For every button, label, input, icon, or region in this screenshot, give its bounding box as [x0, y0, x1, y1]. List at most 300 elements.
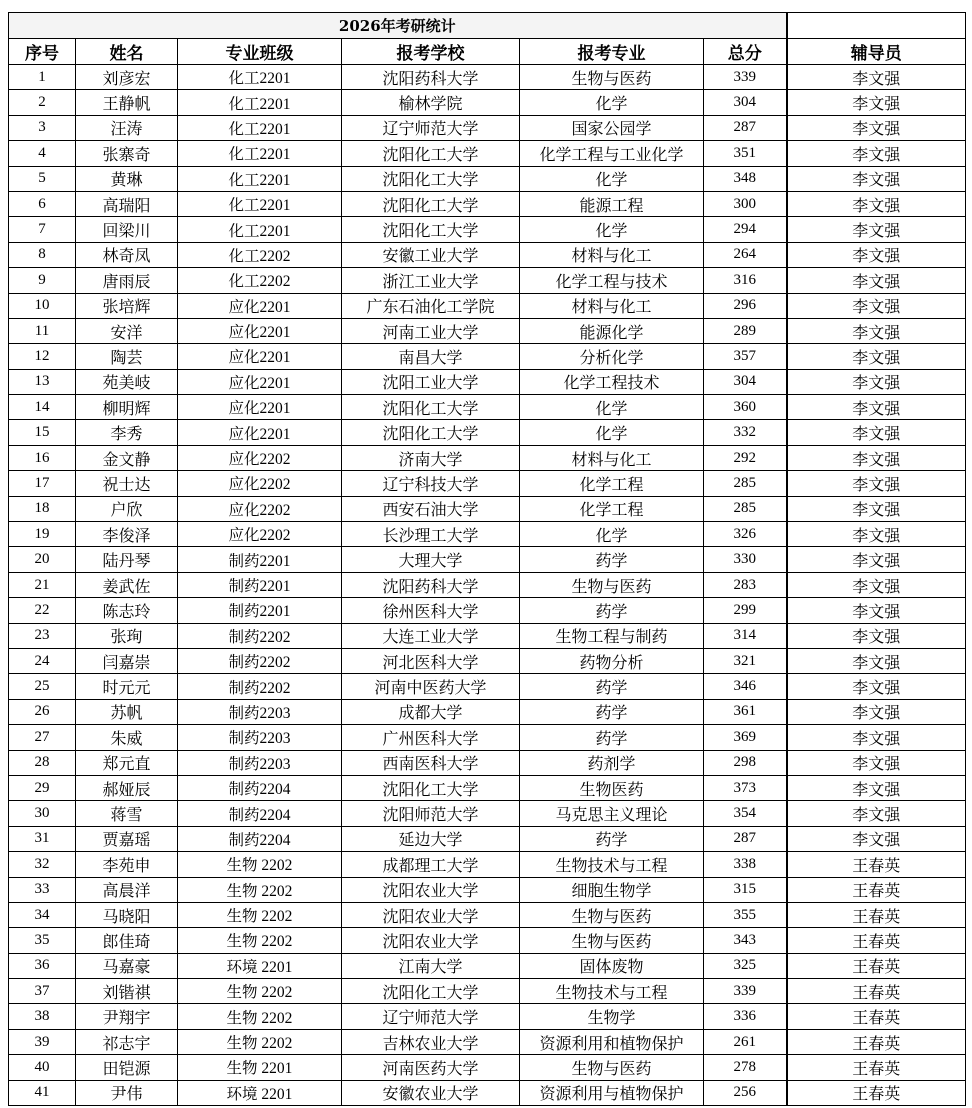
cell-seq: 27 — [9, 725, 76, 750]
cell-score: 261 — [704, 1029, 787, 1054]
table-row — [9, 496, 966, 521]
cell-seq: 2 — [9, 90, 76, 115]
cell-score: 355 — [704, 902, 787, 927]
cell-class: 化工2201 — [178, 115, 342, 140]
cell-name: 刘锴祺 — [76, 979, 178, 1004]
cell-class: 环境 2201 — [178, 953, 342, 978]
cell-score: 339 — [704, 65, 787, 90]
cell-school: 沈阳化工大学 — [342, 775, 520, 800]
cell-school: 沈阳化工大学 — [342, 191, 520, 216]
cell-major: 生物技术与工程 — [520, 979, 704, 1004]
cell-name: 祁志宇 — [76, 1029, 178, 1054]
cell-major: 药学 — [520, 826, 704, 851]
table-row — [9, 826, 966, 851]
table-row — [9, 1080, 966, 1105]
cell-advisor: 王春英 — [787, 979, 966, 1004]
cell-class: 制药2201 — [178, 547, 342, 572]
table-row — [9, 420, 966, 445]
cell-advisor: 李文强 — [787, 750, 966, 775]
cell-score: 361 — [704, 699, 787, 724]
cell-major: 材料与化工 — [520, 242, 704, 267]
table-row — [9, 65, 966, 90]
cell-class: 制药2204 — [178, 801, 342, 826]
table-row — [9, 344, 966, 369]
cell-advisor: 李文强 — [787, 775, 966, 800]
cell-school: 成都大学 — [342, 699, 520, 724]
cell-name: 张珣 — [76, 623, 178, 648]
cell-major: 化学 — [520, 420, 704, 445]
table-row — [9, 725, 966, 750]
cell-school: 河南中医药大学 — [342, 674, 520, 699]
cell-advisor: 李文强 — [787, 598, 966, 623]
cell-score: 316 — [704, 268, 787, 293]
cell-class: 生物 2202 — [178, 1004, 342, 1029]
table-row — [9, 953, 966, 978]
cell-advisor: 李文强 — [787, 369, 966, 394]
cell-class: 制药2202 — [178, 674, 342, 699]
cell-major: 药剂学 — [520, 750, 704, 775]
cell-class: 应化2201 — [178, 293, 342, 318]
cell-class: 生物 2201 — [178, 1055, 342, 1080]
cell-score: 360 — [704, 395, 787, 420]
table-row — [9, 877, 966, 902]
cell-name: 闫嘉崇 — [76, 648, 178, 673]
cell-score: 330 — [704, 547, 787, 572]
cell-advisor: 王春英 — [787, 852, 966, 877]
cell-name: 苑美岐 — [76, 369, 178, 394]
cell-class: 制药2201 — [178, 598, 342, 623]
cell-advisor: 李文强 — [787, 293, 966, 318]
cell-score: 315 — [704, 877, 787, 902]
cell-seq: 3 — [9, 115, 76, 140]
cell-advisor: 李文强 — [787, 496, 966, 521]
cell-major: 资源利用与植物保护 — [520, 1080, 704, 1105]
cell-seq: 21 — [9, 572, 76, 597]
cell-seq: 28 — [9, 750, 76, 775]
cell-major: 生物工程与制药 — [520, 623, 704, 648]
cell-class: 生物 2202 — [178, 928, 342, 953]
cell-class: 应化2202 — [178, 445, 342, 470]
cell-school: 沈阳化工大学 — [342, 395, 520, 420]
table-row — [9, 268, 966, 293]
table-row — [9, 369, 966, 394]
cell-score: 283 — [704, 572, 787, 597]
cell-seq: 25 — [9, 674, 76, 699]
cell-class: 化工2201 — [178, 191, 342, 216]
cell-name: 郎佳琦 — [76, 928, 178, 953]
table-row — [9, 902, 966, 927]
table-body — [9, 65, 966, 1106]
cell-score: 299 — [704, 598, 787, 623]
cell-class: 化工2201 — [178, 217, 342, 242]
table-row — [9, 598, 966, 623]
cell-major: 化学 — [520, 395, 704, 420]
cell-score: 325 — [704, 953, 787, 978]
cell-major: 化学 — [520, 522, 704, 547]
cell-score: 348 — [704, 166, 787, 191]
cell-seq: 17 — [9, 471, 76, 496]
cell-school: 沈阳化工大学 — [342, 217, 520, 242]
cell-name: 王静帆 — [76, 90, 178, 115]
spreadsheet — [8, 12, 965, 1106]
cell-seq: 40 — [9, 1055, 76, 1080]
cell-major: 化学工程 — [520, 471, 704, 496]
cell-advisor: 李文强 — [787, 623, 966, 648]
header-class: 专业班级 — [178, 39, 342, 65]
cell-school: 沈阳化工大学 — [342, 979, 520, 1004]
table-row — [9, 750, 966, 775]
title-blank-cell — [787, 13, 966, 39]
cell-school: 河南医药大学 — [342, 1055, 520, 1080]
cell-advisor: 李文强 — [787, 395, 966, 420]
table-row — [9, 852, 966, 877]
header-school: 报考学校 — [342, 39, 520, 65]
cell-school: 沈阳化工大学 — [342, 141, 520, 166]
cell-score: 294 — [704, 217, 787, 242]
cell-score: 332 — [704, 420, 787, 445]
cell-school: 长沙理工大学 — [342, 522, 520, 547]
cell-class: 制药2204 — [178, 826, 342, 851]
cell-name: 蒋雪 — [76, 801, 178, 826]
cell-major: 国家公园学 — [520, 115, 704, 140]
cell-name: 马晓阳 — [76, 902, 178, 927]
cell-advisor: 王春英 — [787, 877, 966, 902]
table-row — [9, 141, 966, 166]
cell-advisor: 李文强 — [787, 522, 966, 547]
table-row — [9, 979, 966, 1004]
cell-major: 能源工程 — [520, 191, 704, 216]
cell-seq: 4 — [9, 141, 76, 166]
header-score: 总分 — [704, 39, 787, 65]
table-row — [9, 115, 966, 140]
cell-name: 汪涛 — [76, 115, 178, 140]
cell-name: 陈志玲 — [76, 598, 178, 623]
cell-score: 343 — [704, 928, 787, 953]
cell-seq: 29 — [9, 775, 76, 800]
table-row — [9, 90, 966, 115]
header-major: 报考专业 — [520, 39, 704, 65]
cell-score: 264 — [704, 242, 787, 267]
cell-class: 生物 2202 — [178, 979, 342, 1004]
table-row — [9, 1004, 966, 1029]
cell-seq: 8 — [9, 242, 76, 267]
cell-seq: 10 — [9, 293, 76, 318]
cell-school: 河北医科大学 — [342, 648, 520, 673]
cell-major: 分析化学 — [520, 344, 704, 369]
cell-seq: 1 — [9, 65, 76, 90]
cell-name: 苏帆 — [76, 699, 178, 724]
cell-class: 应化2201 — [178, 318, 342, 343]
cell-name: 黄琳 — [76, 166, 178, 191]
table-row — [9, 1029, 966, 1054]
cell-seq: 23 — [9, 623, 76, 648]
cell-major: 生物与医药 — [520, 572, 704, 597]
cell-major: 化学 — [520, 217, 704, 242]
cell-major: 药物分析 — [520, 648, 704, 673]
table-row — [9, 318, 966, 343]
table-row — [9, 674, 966, 699]
cell-seq: 41 — [9, 1080, 76, 1105]
table-row — [9, 191, 966, 216]
cell-name: 朱威 — [76, 725, 178, 750]
cell-name: 田铠源 — [76, 1055, 178, 1080]
cell-seq: 30 — [9, 801, 76, 826]
cell-seq: 20 — [9, 547, 76, 572]
cell-class: 化工2201 — [178, 65, 342, 90]
table-row — [9, 293, 966, 318]
cell-school: 沈阳工业大学 — [342, 369, 520, 394]
table-row — [9, 648, 966, 673]
cell-major: 生物与医药 — [520, 65, 704, 90]
cell-seq: 18 — [9, 496, 76, 521]
cell-score: 326 — [704, 522, 787, 547]
cell-seq: 11 — [9, 318, 76, 343]
cell-name: 刘彦宏 — [76, 65, 178, 90]
cell-score: 304 — [704, 369, 787, 394]
cell-class: 生物 2202 — [178, 877, 342, 902]
cell-score: 357 — [704, 344, 787, 369]
table-row — [9, 217, 966, 242]
cell-advisor: 王春英 — [787, 1004, 966, 1029]
cell-advisor: 李文强 — [787, 90, 966, 115]
cell-seq: 14 — [9, 395, 76, 420]
cell-score: 296 — [704, 293, 787, 318]
cell-school: 河南工业大学 — [342, 318, 520, 343]
cell-major: 材料与化工 — [520, 445, 704, 470]
cell-score: 373 — [704, 775, 787, 800]
stats-table — [8, 12, 966, 1106]
cell-name: 李俊泽 — [76, 522, 178, 547]
cell-score: 338 — [704, 852, 787, 877]
cell-score: 300 — [704, 191, 787, 216]
cell-advisor: 王春英 — [787, 1080, 966, 1105]
cell-school: 广东石油化工学院 — [342, 293, 520, 318]
cell-advisor: 李文强 — [787, 674, 966, 699]
cell-class: 制药2202 — [178, 648, 342, 673]
cell-name: 林奇凤 — [76, 242, 178, 267]
cell-seq: 33 — [9, 877, 76, 902]
cell-score: 336 — [704, 1004, 787, 1029]
cell-school: 安徽农业大学 — [342, 1080, 520, 1105]
cell-school: 西南医科大学 — [342, 750, 520, 775]
cell-class: 生物 2202 — [178, 1029, 342, 1054]
table-row — [9, 572, 966, 597]
cell-advisor: 李文强 — [787, 826, 966, 851]
cell-major: 化学工程与工业化学 — [520, 141, 704, 166]
cell-score: 369 — [704, 725, 787, 750]
cell-advisor: 李文强 — [787, 572, 966, 597]
cell-school: 沈阳药科大学 — [342, 572, 520, 597]
cell-advisor: 李文强 — [787, 648, 966, 673]
cell-seq: 22 — [9, 598, 76, 623]
cell-name: 姜武佐 — [76, 572, 178, 597]
table-row — [9, 166, 966, 191]
cell-class: 应化2201 — [178, 369, 342, 394]
cell-major: 化学工程与技术 — [520, 268, 704, 293]
cell-advisor: 李文强 — [787, 318, 966, 343]
cell-score: 256 — [704, 1080, 787, 1105]
cell-class: 化工2202 — [178, 268, 342, 293]
cell-major: 生物与医药 — [520, 902, 704, 927]
cell-advisor: 王春英 — [787, 928, 966, 953]
cell-seq: 19 — [9, 522, 76, 547]
cell-seq: 5 — [9, 166, 76, 191]
header-seq: 序号 — [9, 39, 76, 65]
header-row — [9, 39, 966, 65]
cell-class: 化工2201 — [178, 141, 342, 166]
cell-seq: 13 — [9, 369, 76, 394]
cell-school: 吉林农业大学 — [342, 1029, 520, 1054]
cell-school: 安徽工业大学 — [342, 242, 520, 267]
cell-name: 高瑞阳 — [76, 191, 178, 216]
table-row — [9, 775, 966, 800]
cell-school: 大理大学 — [342, 547, 520, 572]
cell-seq: 35 — [9, 928, 76, 953]
cell-advisor: 王春英 — [787, 1029, 966, 1054]
cell-school: 延边大学 — [342, 826, 520, 851]
cell-advisor: 李文强 — [787, 445, 966, 470]
cell-name: 户欣 — [76, 496, 178, 521]
cell-class: 制药2203 — [178, 725, 342, 750]
cell-major: 化学工程技术 — [520, 369, 704, 394]
cell-score: 351 — [704, 141, 787, 166]
cell-class: 应化2202 — [178, 496, 342, 521]
cell-seq: 36 — [9, 953, 76, 978]
cell-major: 药学 — [520, 699, 704, 724]
cell-score: 321 — [704, 648, 787, 673]
cell-school: 沈阳农业大学 — [342, 877, 520, 902]
cell-name: 马嘉豪 — [76, 953, 178, 978]
cell-class: 化工2201 — [178, 90, 342, 115]
cell-score: 339 — [704, 979, 787, 1004]
table-row — [9, 623, 966, 648]
cell-name: 尹伟 — [76, 1080, 178, 1105]
cell-name: 李苑申 — [76, 852, 178, 877]
cell-advisor: 王春英 — [787, 953, 966, 978]
cell-name: 陶芸 — [76, 344, 178, 369]
cell-name: 安洋 — [76, 318, 178, 343]
cell-class: 生物 2202 — [178, 902, 342, 927]
cell-advisor: 李文强 — [787, 141, 966, 166]
cell-school: 济南大学 — [342, 445, 520, 470]
cell-advisor: 李文强 — [787, 420, 966, 445]
table-row — [9, 928, 966, 953]
cell-major: 药学 — [520, 598, 704, 623]
cell-name: 时元元 — [76, 674, 178, 699]
cell-seq: 26 — [9, 699, 76, 724]
cell-class: 制药2202 — [178, 623, 342, 648]
cell-score: 289 — [704, 318, 787, 343]
cell-name: 郑元直 — [76, 750, 178, 775]
cell-score: 346 — [704, 674, 787, 699]
cell-name: 李秀 — [76, 420, 178, 445]
cell-school: 辽宁科技大学 — [342, 471, 520, 496]
cell-score: 292 — [704, 445, 787, 470]
cell-name: 柳明辉 — [76, 395, 178, 420]
cell-school: 广州医科大学 — [342, 725, 520, 750]
cell-class: 应化2202 — [178, 471, 342, 496]
cell-class: 制药2201 — [178, 572, 342, 597]
cell-score: 314 — [704, 623, 787, 648]
cell-seq: 15 — [9, 420, 76, 445]
cell-class: 化工2201 — [178, 166, 342, 191]
cell-seq: 12 — [9, 344, 76, 369]
cell-advisor: 王春英 — [787, 902, 966, 927]
cell-class: 化工2202 — [178, 242, 342, 267]
cell-seq: 34 — [9, 902, 76, 927]
cell-advisor: 李文强 — [787, 547, 966, 572]
cell-major: 固体废物 — [520, 953, 704, 978]
cell-class: 生物 2202 — [178, 852, 342, 877]
cell-school: 西安石油大学 — [342, 496, 520, 521]
cell-advisor: 李文强 — [787, 801, 966, 826]
cell-score: 287 — [704, 826, 787, 851]
table-row — [9, 471, 966, 496]
cell-seq: 16 — [9, 445, 76, 470]
cell-seq: 24 — [9, 648, 76, 673]
cell-school: 沈阳化工大学 — [342, 420, 520, 445]
cell-advisor: 李文强 — [787, 471, 966, 496]
table-row — [9, 445, 966, 470]
cell-name: 贾嘉瑶 — [76, 826, 178, 851]
cell-major: 生物与医药 — [520, 928, 704, 953]
table-row — [9, 395, 966, 420]
cell-advisor: 李文强 — [787, 166, 966, 191]
cell-class: 应化2202 — [178, 522, 342, 547]
cell-major: 生物与医药 — [520, 1055, 704, 1080]
cell-school: 沈阳师范大学 — [342, 801, 520, 826]
cell-advisor: 李文强 — [787, 191, 966, 216]
cell-major: 马克思主义理论 — [520, 801, 704, 826]
cell-name: 张培辉 — [76, 293, 178, 318]
cell-name: 高晨洋 — [76, 877, 178, 902]
cell-class: 制药2203 — [178, 750, 342, 775]
cell-name: 郝娅辰 — [76, 775, 178, 800]
cell-score: 304 — [704, 90, 787, 115]
cell-seq: 31 — [9, 826, 76, 851]
cell-seq: 7 — [9, 217, 76, 242]
cell-score: 278 — [704, 1055, 787, 1080]
cell-score: 298 — [704, 750, 787, 775]
cell-school: 榆林学院 — [342, 90, 520, 115]
header-advisor: 辅导员 — [787, 39, 966, 65]
cell-major: 能源化学 — [520, 318, 704, 343]
cell-name: 陆丹琴 — [76, 547, 178, 572]
cell-advisor: 李文强 — [787, 65, 966, 90]
cell-name: 祝士达 — [76, 471, 178, 496]
cell-name: 张寨奇 — [76, 141, 178, 166]
header-name: 姓名 — [76, 39, 178, 65]
cell-school: 江南大学 — [342, 953, 520, 978]
cell-advisor: 李文强 — [787, 242, 966, 267]
cell-major: 药学 — [520, 547, 704, 572]
cell-advisor: 李文强 — [787, 268, 966, 293]
cell-name: 回梁川 — [76, 217, 178, 242]
cell-name: 金文静 — [76, 445, 178, 470]
cell-school: 辽宁师范大学 — [342, 115, 520, 140]
cell-name: 唐雨辰 — [76, 268, 178, 293]
cell-class: 环境 2201 — [178, 1080, 342, 1105]
cell-major: 化学 — [520, 166, 704, 191]
cell-school: 沈阳农业大学 — [342, 902, 520, 927]
cell-seq: 39 — [9, 1029, 76, 1054]
cell-class: 应化2201 — [178, 395, 342, 420]
cell-advisor: 李文强 — [787, 725, 966, 750]
cell-score: 354 — [704, 801, 787, 826]
cell-class: 制药2204 — [178, 775, 342, 800]
table-row — [9, 522, 966, 547]
cell-school: 南昌大学 — [342, 344, 520, 369]
